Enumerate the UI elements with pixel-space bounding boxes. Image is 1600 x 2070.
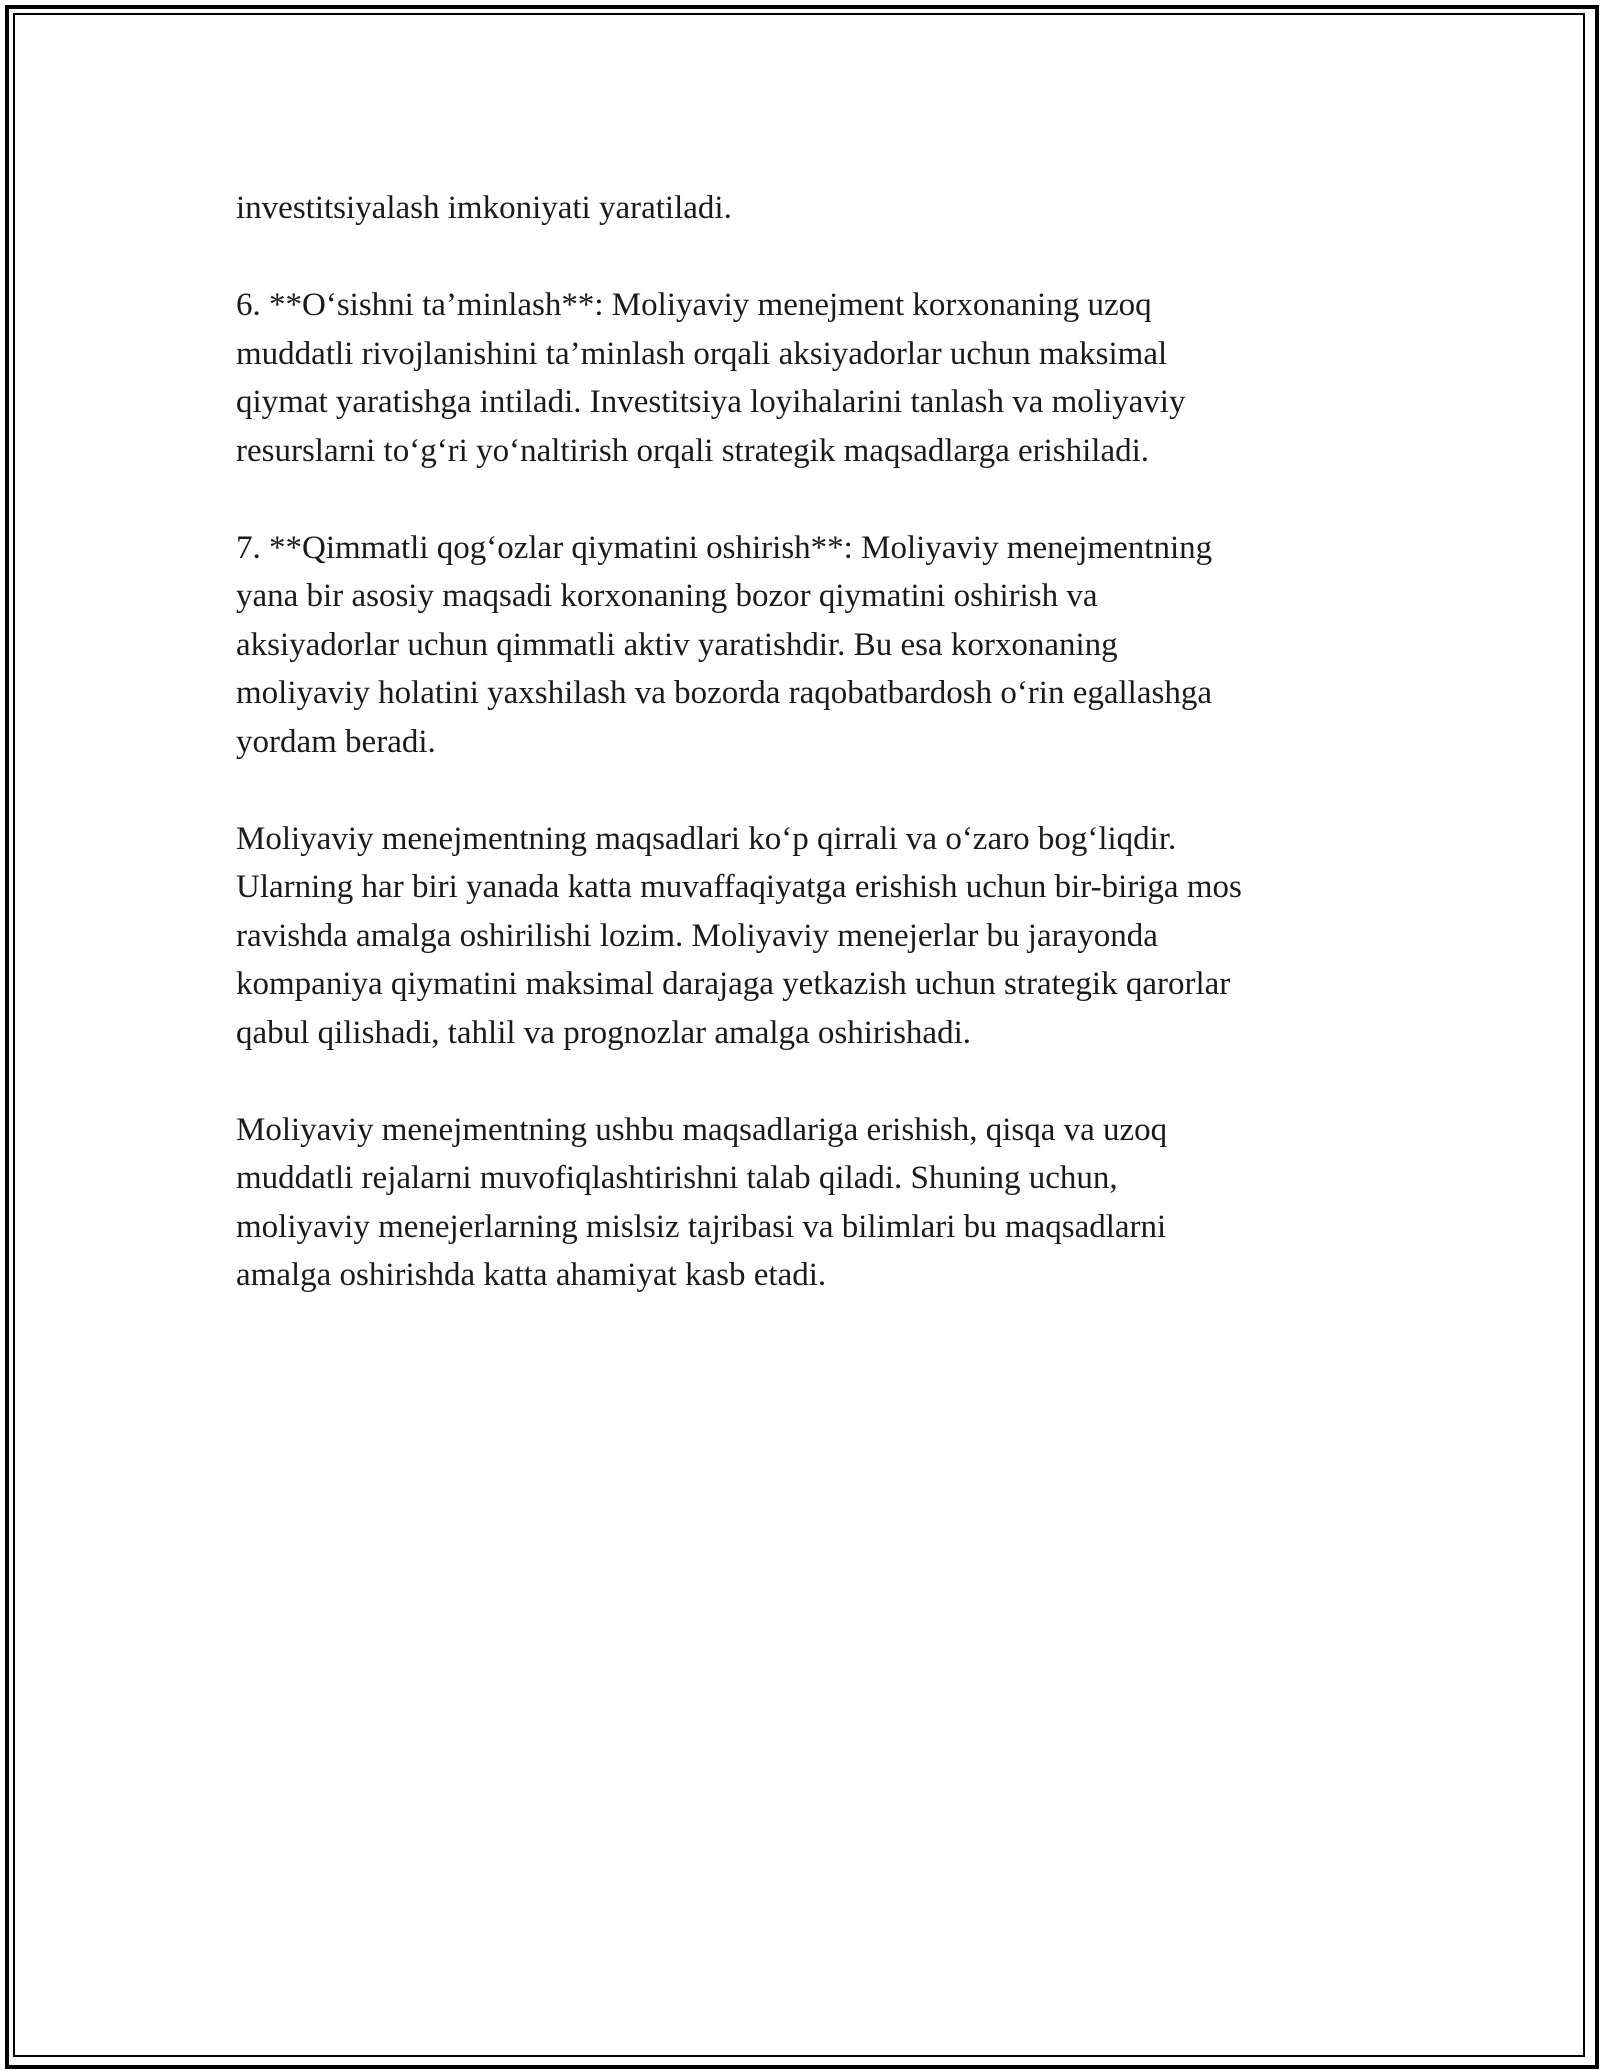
paragraph-item-6-growth: 6. **O‘sishni ta’minlash**: Moliyaviy menejment korxonaning uzoq muddatli rivojlanishini ta’minlash orqali aksiyadorlar uchun maksimal qiymat yaratishga intiladi. Investitsiya loyihalarini tanlash va moliyaviy resurslarni to‘g‘ri yo‘naltirish orqali strategik maqsadlarga erishiladi. — [236, 287, 1186, 469]
paragraph-goals-summary: Moliyaviy menejmentning maqsadlari ko‘p qirrali va o‘zaro bog‘liqdir. Ularning har biri yanada katta muvaffaqiyatga erishish uchun bir-biriga mos ravishda amalga oshirilishi lozim. Moliyaviy menejerlar bu jarayonda kompaniya qiymatini maksimal darajaga yetkazish uchun strategik qarorlar qabul qilishadi, tahlil va prognozlar amalga oshirishadi. — [236, 820, 1242, 1051]
document-body — [236, 184, 1376, 1348]
paragraph-conclusion: Moliyaviy menejmentning ushbu maqsadlariga erishish, qisqa va uzoq muddatli rejalarni muvofiqlashtirishni talab qiladi. Shuning uchun, moliyaviy menejerlarning mislsiz tajribasi va bilimlari bu maqsadlarni amalga oshirishda katta ahamiyat kasb etadi. — [236, 1111, 1168, 1293]
paragraph-item-7-securities-value: 7. **Qimmatli qog‘ozlar qiymatini oshirish**: Moliyaviy menejmentning yana bir asosiy maqsadi korxonaning bozor qiymatini oshirish va aksiyadorlar uchun qimmatli aktiv yaratishdir. Bu esa korxonaning moliyaviy holatini yaxshilash va bozorda raqobatbardosh o‘rin egallashga yordam beradi. — [236, 529, 1213, 760]
paragraph-continuation: investitsiyalash imkoniyati yaratiladi. — [236, 190, 732, 226]
